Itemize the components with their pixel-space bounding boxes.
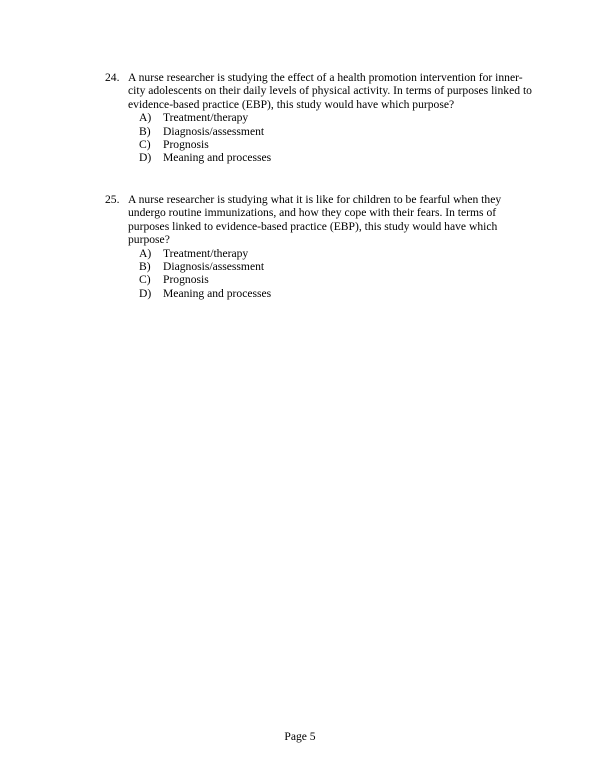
option-letter: D) — [139, 286, 152, 300]
answer-option-b — [139, 125, 545, 138]
answer-option-c — [139, 138, 545, 151]
answer-option-b — [139, 260, 545, 273]
answer-option-d — [139, 151, 545, 164]
answer-options — [139, 111, 545, 165]
answer-option-c — [139, 273, 545, 286]
option-text: Meaning and processes — [163, 286, 272, 300]
option-text: Diagnosis/assessment — [163, 124, 265, 138]
question-stem-line: city adolescents on their daily levels of physical activity. In terms of purposes linked to — [128, 84, 532, 98]
question-stem-line: purposes linked to evidence-based practice (EBP), this study would have which — [128, 219, 498, 233]
option-text: Meaning and processes — [163, 151, 272, 165]
question-number: 25. — [105, 193, 120, 206]
answer-option-a — [139, 111, 545, 124]
option-text: Diagnosis/assessment — [163, 260, 265, 274]
answer-option-d — [139, 287, 545, 300]
option-letter: B) — [139, 124, 151, 138]
option-letter: A) — [139, 111, 152, 125]
question-24 — [105, 71, 545, 165]
question-stem-line: evidence-based practice (EBP), this study would have which purpose? — [128, 97, 455, 111]
question-number: 24. — [105, 71, 120, 84]
answer-options — [139, 247, 545, 301]
question-stem — [128, 71, 545, 165]
page-footer — [0, 730, 600, 743]
option-letter: A) — [139, 246, 152, 260]
option-letter: C) — [139, 273, 151, 287]
question-stem-line: purpose? — [128, 233, 170, 247]
page-number: Page 5 — [284, 730, 316, 743]
option-text: Prognosis — [163, 138, 209, 152]
option-text: Prognosis — [163, 273, 209, 287]
question-stem-line: A nurse researcher is studying what it is like for children to be fearful when they — [128, 193, 502, 206]
option-text: Treatment/therapy — [163, 246, 249, 260]
question-25 — [105, 193, 545, 300]
option-text: Treatment/therapy — [163, 111, 249, 125]
question-stem — [128, 193, 545, 300]
answer-option-a — [139, 247, 545, 260]
option-letter: D) — [139, 151, 152, 165]
option-letter: B) — [139, 260, 151, 274]
question-stem-line: undergo routine immunizations, and how they cope with their fears. In terms of — [128, 206, 497, 220]
option-letter: C) — [139, 138, 151, 152]
question-stem-line: A nurse researcher is studying the effect of a health promotion intervention for inner- — [128, 71, 523, 84]
